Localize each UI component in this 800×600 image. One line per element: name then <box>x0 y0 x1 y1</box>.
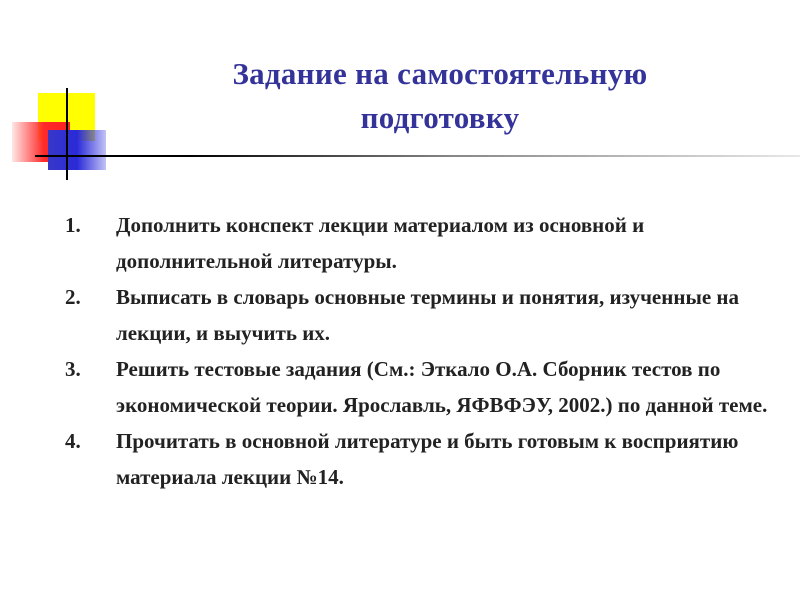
task-number: 2. <box>65 285 81 309</box>
task-text: Прочитать в основной литературе и быть готовым к восприятию материала лекции №14. <box>116 429 739 489</box>
task-text: Дополнить конспект лекции материалом из основной и дополнительной литературы. <box>116 213 645 273</box>
task-list <box>60 207 780 495</box>
task-item <box>60 423 780 495</box>
task-number: 1. <box>65 213 81 237</box>
task-number: 4. <box>65 429 81 453</box>
task-item <box>60 279 780 351</box>
vertical-rule <box>66 88 68 180</box>
blue-square <box>48 130 106 170</box>
decorative-logo <box>0 0 130 190</box>
horizontal-rule <box>35 155 800 157</box>
task-item <box>60 207 780 279</box>
slide-title <box>120 52 760 140</box>
title-line-2: подготовку <box>360 100 520 135</box>
task-item <box>60 351 780 423</box>
title-line-1: Задание на самостоятельную <box>232 56 648 91</box>
task-text: Выписать в словарь основные термины и понятия, изученные на лекции, и выучить их. <box>116 285 740 345</box>
task-text: Решить тестовые задания (См.: Эткало О.А. Сборник тестов по экономической теории. Ярославль, ЯФВФЭУ, 2002.) по данной теме. <box>116 357 768 417</box>
task-number: 3. <box>65 357 81 381</box>
